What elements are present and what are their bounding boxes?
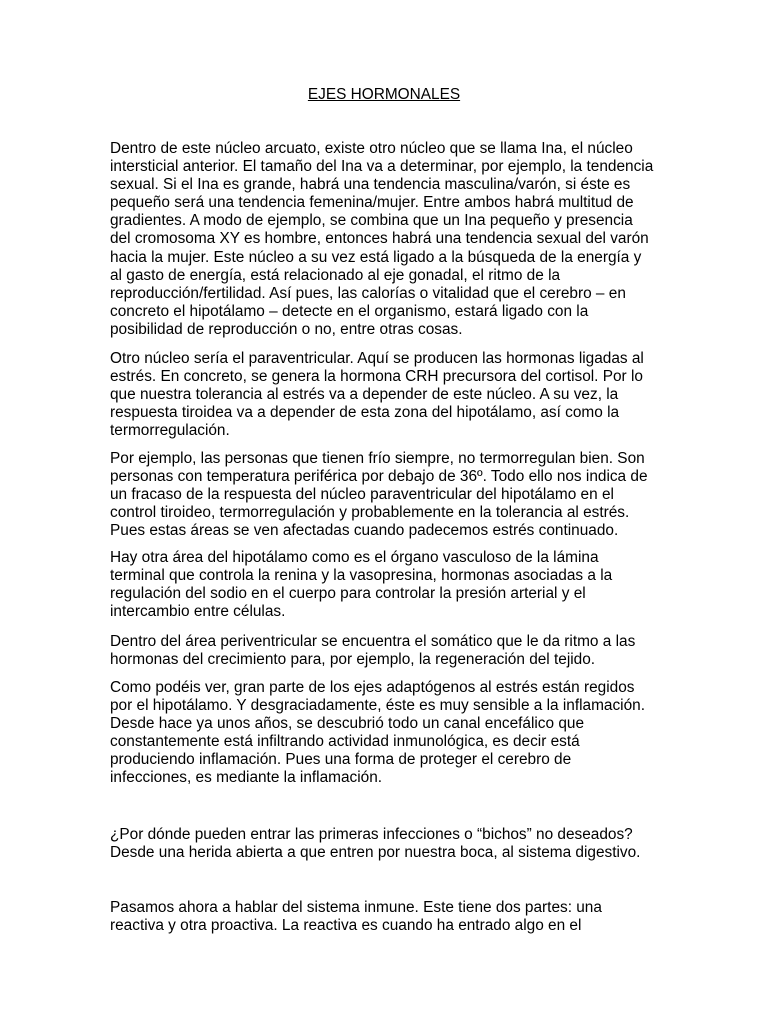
text-line: regulación del sodio en el cuerpo para controlar la presión arterial y el [110,585,586,603]
paragraph [110,350,662,440]
text-line: reproducción/fertilidad. Así pues, las calorías o vitalidad que el cerebro – en [110,284,626,302]
paragraph [110,679,662,788]
text-line: que nuestra tolerancia al estrés va a depender de este núcleo. A su vez, la [110,386,619,404]
text-line: Desde una herida abierta a que entren por nuestra boca, al sistema digestivo. [110,844,641,862]
text-line: ¿Por dónde pueden entrar las primeras infecciones o “bichos” no deseados? [110,826,633,843]
text-line: control tiroideo, termorregulación y probablemente en la tolerancia al estrés. [110,504,630,522]
text-line: hormonas del crecimiento para, por ejemplo, la regeneración del tejido. [110,651,596,669]
text-line: Hay otra área del hipotálamo como es el órgano vasculoso de la lámina [110,549,599,566]
text-line: hacia la mujer. Este núcleo a su vez está ligado a la búsqueda de la energía y [110,248,642,266]
text-line: constantemente está infiltrando actividad inmunológica, es decir está [110,733,580,751]
text-line: infecciones, es mediante la inflamación. [110,769,383,787]
paragraph [110,450,662,540]
paragraph [110,549,662,621]
text-line: Otro núcleo sería el paraventricular. Aquí se producen las hormonas ligadas al [110,350,644,367]
text-line: intersticial anterior. El tamaño del Ina va a determinar, por ejemplo, la tendencia [110,158,654,176]
paragraph [110,899,662,935]
text-line: Pues estas áreas se ven afectadas cuando padecemos estrés continuado. [110,522,619,540]
paragraph [110,633,662,669]
text-line: Como podéis ver, gran parte de los ejes adaptógenos al estrés están regidos [110,679,635,696]
text-line: un fracaso de la respuesta del núcleo paraventricular del hipotálamo en el [110,486,614,504]
text-line: posibilidad de reproducción o no, entre otras cosas. [110,320,463,338]
text-line: del cromosoma XY es hombre, entonces habrá una tendencia sexual del varón [110,230,649,248]
text-line: Desde hace ya unos años, se descubrió todo un canal encefálico que [110,715,585,733]
text-line: Dentro de este núcleo arcuato, existe otro núcleo que se llama Ina, el núcleo [110,140,633,157]
text-line: Dentro del área periventricular se encuentra el somático que le da ritmo a las [110,633,636,650]
text-line: sexual. Si el Ina es grande, habrá una tendencia masculina/varón, si éste es [110,176,631,194]
text-line: Por ejemplo, las personas que tienen frío siempre, no termorregulan bien. Son [110,450,645,467]
text-line: estrés. En concreto, se genera la hormona CRH precursora del cortisol. Por lo [110,368,643,386]
text-line: concreto el hipotálamo – detecte en el organismo, estará ligado con la [110,302,589,320]
text-line: personas con temperatura periférica por debajo de 36º. Todo ello nos indica de [110,468,648,486]
text-line: produciendo inflamación. Pues una forma de proteger el cerebro de [110,751,572,769]
text-line: terminal que controla la renina y la vasopresina, hormonas asociadas a la [110,567,613,585]
text-line: por el hipotálamo. Y desgraciadamente, éste es muy sensible a la inflamación. [110,697,645,715]
text-line: pequeño será una tendencia femenina/mujer. Entre ambos habrá multitud de [110,194,634,212]
paragraph [110,140,662,339]
text-line: reactiva y otra proactiva. La reactiva es cuando ha entrado algo en el [110,917,582,935]
text-line: al gasto de energía, está relacionado al eje gonadal, el ritmo de la [110,266,561,284]
text-line: intercambio entre células. [110,603,286,621]
paragraph [110,826,662,862]
text-line: Pasamos ahora a hablar del sistema inmune. Este tiene dos partes: una [110,899,602,916]
text-line: termorregulación. [110,422,230,440]
text-line: gradientes. A modo de ejemplo, se combina que un Ina pequeño y presencia [110,212,633,230]
text-line: respuesta tiroidea va a depender de esta zona del hipotálamo, así como la [110,404,620,422]
document-title: EJES HORMONALES [307,86,461,103]
